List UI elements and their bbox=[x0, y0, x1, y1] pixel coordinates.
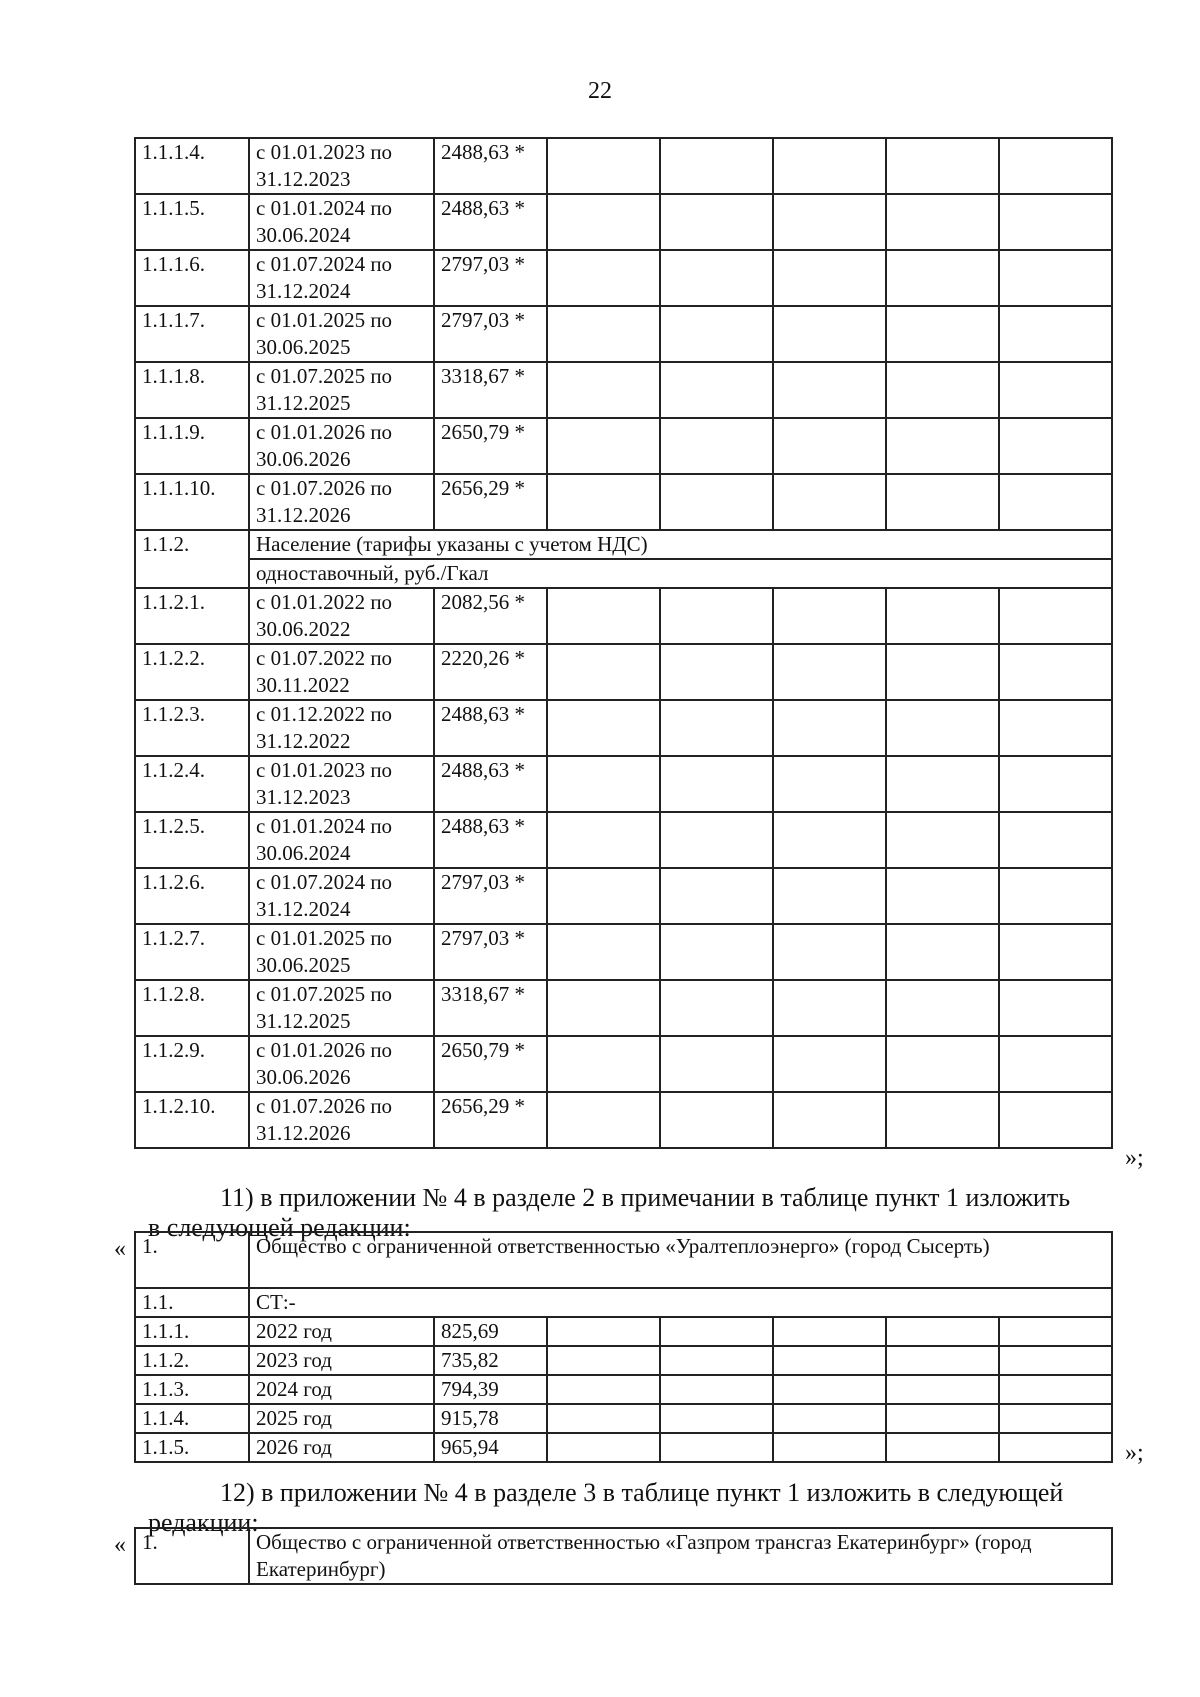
empty-cell bbox=[886, 362, 999, 418]
table-row bbox=[135, 1346, 1112, 1375]
row-number: 1.1.1. bbox=[135, 1317, 249, 1346]
empty-cell bbox=[999, 1092, 1112, 1148]
empty-cell bbox=[886, 700, 999, 756]
tariff-value: 965,94 bbox=[434, 1433, 547, 1462]
table-row bbox=[135, 868, 1112, 924]
empty-cell bbox=[999, 700, 1112, 756]
empty-cell bbox=[660, 1036, 773, 1092]
empty-cell bbox=[547, 1433, 660, 1462]
empty-cell bbox=[660, 756, 773, 812]
empty-cell bbox=[660, 868, 773, 924]
empty-cell bbox=[773, 306, 886, 362]
empty-cell bbox=[660, 1375, 773, 1404]
period-cell: с 01.01.2026 по 30.06.2026 bbox=[249, 418, 434, 474]
empty-cell bbox=[886, 1433, 999, 1462]
table-row bbox=[135, 1404, 1112, 1433]
empty-cell bbox=[886, 1404, 999, 1433]
table-row bbox=[135, 530, 1112, 559]
empty-cell bbox=[999, 980, 1112, 1036]
row-number: 1.1.1.8. bbox=[135, 362, 249, 418]
paragraph-line: в следующей редакции: bbox=[148, 1213, 411, 1242]
empty-cell bbox=[660, 418, 773, 474]
empty-cell bbox=[547, 194, 660, 250]
empty-cell bbox=[886, 588, 999, 644]
table-row bbox=[135, 812, 1112, 868]
empty-cell bbox=[660, 306, 773, 362]
closing-quote: »; bbox=[1125, 1145, 1144, 1171]
empty-cell bbox=[660, 138, 773, 194]
tariff-value: 2220,26 * bbox=[434, 644, 547, 700]
empty-cell bbox=[999, 644, 1112, 700]
empty-cell bbox=[547, 644, 660, 700]
empty-cell bbox=[999, 1346, 1112, 1375]
paragraph-line: редакции: bbox=[148, 1508, 259, 1537]
empty-cell bbox=[660, 588, 773, 644]
table-row bbox=[135, 1288, 1112, 1317]
tariff-value: 3318,67 * bbox=[434, 980, 547, 1036]
empty-cell bbox=[547, 306, 660, 362]
empty-cell bbox=[999, 474, 1112, 530]
period-cell: с 01.07.2025 по 31.12.2025 bbox=[249, 362, 434, 418]
row-number: 1.1. bbox=[135, 1288, 249, 1317]
row-label: СТ:- bbox=[249, 1288, 1112, 1317]
empty-cell bbox=[547, 250, 660, 306]
table-row bbox=[135, 138, 1112, 194]
tariff-value: 2082,56 * bbox=[434, 588, 547, 644]
empty-cell bbox=[773, 250, 886, 306]
empty-cell bbox=[999, 362, 1112, 418]
empty-cell bbox=[886, 474, 999, 530]
empty-cell bbox=[886, 980, 999, 1036]
empty-cell bbox=[886, 756, 999, 812]
organization-table bbox=[134, 1527, 1113, 1585]
empty-cell bbox=[886, 924, 999, 980]
row-number: 1.1.1.5. bbox=[135, 194, 249, 250]
empty-cell bbox=[773, 980, 886, 1036]
table-row bbox=[135, 756, 1112, 812]
period-cell: с 01.07.2024 по 31.12.2024 bbox=[249, 250, 434, 306]
table-row bbox=[135, 700, 1112, 756]
period-cell: с 01.01.2024 по 30.06.2024 bbox=[249, 812, 434, 868]
row-number: 1.1.1.10. bbox=[135, 474, 249, 530]
table-row bbox=[135, 1317, 1112, 1346]
tariff-value: 2488,63 * bbox=[434, 138, 547, 194]
empty-cell bbox=[547, 1404, 660, 1433]
empty-cell bbox=[886, 306, 999, 362]
empty-cell bbox=[547, 138, 660, 194]
organization-name: Общество с ограниченной ответственностью «Уралтеплоэнерго» (город Сысерть) bbox=[249, 1232, 1112, 1288]
paragraph-line: 11) в приложении № 4 в разделе 2 в примечании в таблице пункт 1 изложить bbox=[220, 1183, 1071, 1212]
empty-cell bbox=[999, 924, 1112, 980]
period-cell: с 01.01.2026 по 30.06.2026 bbox=[249, 1036, 434, 1092]
year-cell: 2023 год bbox=[249, 1346, 434, 1375]
year-cell: 2022 год bbox=[249, 1317, 434, 1346]
empty-cell bbox=[547, 362, 660, 418]
empty-cell bbox=[999, 250, 1112, 306]
empty-cell bbox=[660, 980, 773, 1036]
period-cell: с 01.07.2026 по 31.12.2026 bbox=[249, 1092, 434, 1148]
table-row bbox=[135, 1528, 1112, 1584]
closing-quote: »; bbox=[1125, 1440, 1144, 1466]
empty-cell bbox=[547, 1317, 660, 1346]
opening-quote: « bbox=[114, 1532, 126, 1558]
empty-cell bbox=[547, 588, 660, 644]
period-cell: с 01.01.2023 по 31.12.2023 bbox=[249, 138, 434, 194]
tariff-value: 2797,03 * bbox=[434, 250, 547, 306]
table-row bbox=[135, 559, 1112, 588]
row-number: 1. bbox=[135, 1528, 249, 1584]
tariff-value: 915,78 bbox=[434, 1404, 547, 1433]
tariff-value: 794,39 bbox=[434, 1375, 547, 1404]
empty-cell bbox=[660, 474, 773, 530]
row-number: 1.1.2.5. bbox=[135, 812, 249, 868]
section-title: Население (тарифы указаны с учетом НДС) bbox=[249, 530, 1112, 559]
row-number: 1.1.3. bbox=[135, 1375, 249, 1404]
table-row bbox=[135, 644, 1112, 700]
empty-cell bbox=[660, 1317, 773, 1346]
empty-cell bbox=[547, 418, 660, 474]
row-number: 1.1.1.4. bbox=[135, 138, 249, 194]
empty-cell bbox=[773, 362, 886, 418]
empty-cell bbox=[886, 1346, 999, 1375]
empty-cell bbox=[773, 1346, 886, 1375]
period-cell: с 01.01.2025 по 30.06.2025 bbox=[249, 924, 434, 980]
empty-cell bbox=[547, 812, 660, 868]
empty-cell bbox=[773, 1404, 886, 1433]
empty-cell bbox=[999, 1036, 1112, 1092]
empty-cell bbox=[886, 138, 999, 194]
row-number: 1.1.1.6. bbox=[135, 250, 249, 306]
empty-cell bbox=[660, 250, 773, 306]
empty-cell bbox=[660, 1404, 773, 1433]
empty-cell bbox=[886, 194, 999, 250]
period-cell: с 01.07.2022 по 30.11.2022 bbox=[249, 644, 434, 700]
period-cell: с 01.01.2022 по 30.06.2022 bbox=[249, 588, 434, 644]
empty-cell bbox=[773, 924, 886, 980]
tariff-value: 2797,03 * bbox=[434, 306, 547, 362]
empty-cell bbox=[999, 588, 1112, 644]
empty-cell bbox=[660, 700, 773, 756]
tariff-value: 2488,63 * bbox=[434, 194, 547, 250]
empty-cell bbox=[886, 418, 999, 474]
tariff-value: 2797,03 * bbox=[434, 868, 547, 924]
tariff-table bbox=[134, 137, 1113, 1149]
heat-carrier-table bbox=[134, 1231, 1113, 1463]
row-number: 1.1.2. bbox=[135, 530, 249, 588]
empty-cell bbox=[660, 1092, 773, 1148]
empty-cell bbox=[547, 1036, 660, 1092]
table-row bbox=[135, 924, 1112, 980]
empty-cell bbox=[547, 868, 660, 924]
empty-cell bbox=[773, 1317, 886, 1346]
table-row bbox=[135, 1036, 1112, 1092]
table-row bbox=[135, 1232, 1112, 1288]
empty-cell bbox=[999, 1375, 1112, 1404]
period-cell: с 01.01.2023 по 31.12.2023 bbox=[249, 756, 434, 812]
tariff-value: 2488,63 * bbox=[434, 812, 547, 868]
empty-cell bbox=[773, 868, 886, 924]
tariff-value: 2650,79 * bbox=[434, 418, 547, 474]
empty-cell bbox=[660, 644, 773, 700]
empty-cell bbox=[773, 700, 886, 756]
empty-cell bbox=[886, 1092, 999, 1148]
year-cell: 2026 год bbox=[249, 1433, 434, 1462]
row-number: 1.1.2.3. bbox=[135, 700, 249, 756]
section-subtitle: одноставочный, руб./Гкал bbox=[249, 559, 1112, 588]
empty-cell bbox=[773, 588, 886, 644]
row-number: 1.1.2.1. bbox=[135, 588, 249, 644]
empty-cell bbox=[660, 362, 773, 418]
empty-cell bbox=[999, 1404, 1112, 1433]
empty-cell bbox=[547, 1375, 660, 1404]
year-cell: 2025 год bbox=[249, 1404, 434, 1433]
table-row bbox=[135, 588, 1112, 644]
table-row bbox=[135, 1092, 1112, 1148]
table-row bbox=[135, 418, 1112, 474]
table-row bbox=[135, 1375, 1112, 1404]
row-number: 1.1.2.9. bbox=[135, 1036, 249, 1092]
empty-cell bbox=[999, 868, 1112, 924]
tariff-value: 3318,67 * bbox=[434, 362, 547, 418]
empty-cell bbox=[660, 924, 773, 980]
row-number: 1.1.2.4. bbox=[135, 756, 249, 812]
empty-cell bbox=[999, 1433, 1112, 1462]
tariff-value: 825,69 bbox=[434, 1317, 547, 1346]
empty-cell bbox=[886, 812, 999, 868]
empty-cell bbox=[773, 1433, 886, 1462]
table-row bbox=[135, 306, 1112, 362]
row-number: 1.1.2.8. bbox=[135, 980, 249, 1036]
tariff-value: 2650,79 * bbox=[434, 1036, 547, 1092]
empty-cell bbox=[547, 980, 660, 1036]
empty-cell bbox=[773, 644, 886, 700]
empty-cell bbox=[547, 924, 660, 980]
row-number: 1.1.5. bbox=[135, 1433, 249, 1462]
empty-cell bbox=[886, 868, 999, 924]
empty-cell bbox=[660, 194, 773, 250]
table-row bbox=[135, 250, 1112, 306]
tariff-value: 2656,29 * bbox=[434, 1092, 547, 1148]
empty-cell bbox=[547, 700, 660, 756]
table-row bbox=[135, 194, 1112, 250]
period-cell: с 01.01.2025 по 30.06.2025 bbox=[249, 306, 434, 362]
row-number: 1.1.4. bbox=[135, 1404, 249, 1433]
empty-cell bbox=[547, 474, 660, 530]
empty-cell bbox=[773, 418, 886, 474]
empty-cell bbox=[773, 1092, 886, 1148]
period-cell: с 01.07.2024 по 31.12.2024 bbox=[249, 868, 434, 924]
empty-cell bbox=[773, 812, 886, 868]
empty-cell bbox=[547, 1092, 660, 1148]
empty-cell bbox=[660, 1346, 773, 1375]
empty-cell bbox=[773, 1036, 886, 1092]
empty-cell bbox=[886, 644, 999, 700]
empty-cell bbox=[886, 1375, 999, 1404]
table-row bbox=[135, 980, 1112, 1036]
empty-cell bbox=[999, 1317, 1112, 1346]
paragraph-line: 12) в приложении № 4 в разделе 3 в таблице пункт 1 изложить в следующей bbox=[220, 1478, 1064, 1507]
empty-cell bbox=[999, 756, 1112, 812]
tariff-value: 2656,29 * bbox=[434, 474, 547, 530]
period-cell: с 01.01.2024 по 30.06.2024 bbox=[249, 194, 434, 250]
table-row bbox=[135, 474, 1112, 530]
empty-cell bbox=[999, 138, 1112, 194]
empty-cell bbox=[999, 194, 1112, 250]
row-number: 1.1.2.7. bbox=[135, 924, 249, 980]
table-row bbox=[135, 1433, 1112, 1462]
empty-cell bbox=[773, 138, 886, 194]
empty-cell bbox=[660, 812, 773, 868]
empty-cell bbox=[999, 418, 1112, 474]
row-number: 1.1.1.9. bbox=[135, 418, 249, 474]
table-row bbox=[135, 362, 1112, 418]
opening-quote: « bbox=[114, 1236, 126, 1262]
empty-cell bbox=[886, 1317, 999, 1346]
row-number: 1.1.1.7. bbox=[135, 306, 249, 362]
empty-cell bbox=[773, 194, 886, 250]
empty-cell bbox=[773, 474, 886, 530]
empty-cell bbox=[999, 812, 1112, 868]
period-cell: с 01.12.2022 по 31.12.2022 bbox=[249, 700, 434, 756]
empty-cell bbox=[547, 1346, 660, 1375]
period-cell: с 01.07.2026 по 31.12.2026 bbox=[249, 474, 434, 530]
tariff-value: 2797,03 * bbox=[434, 924, 547, 980]
row-number: 1.1.2. bbox=[135, 1346, 249, 1375]
page-number: 22 bbox=[588, 78, 612, 104]
empty-cell bbox=[886, 1036, 999, 1092]
empty-cell bbox=[886, 250, 999, 306]
empty-cell bbox=[773, 1375, 886, 1404]
row-number: 1.1.2.10. bbox=[135, 1092, 249, 1148]
empty-cell bbox=[547, 756, 660, 812]
empty-cell bbox=[773, 756, 886, 812]
row-number: 1. bbox=[135, 1232, 249, 1288]
tariff-value: 2488,63 * bbox=[434, 700, 547, 756]
row-number: 1.1.2.6. bbox=[135, 868, 249, 924]
year-cell: 2024 год bbox=[249, 1375, 434, 1404]
period-cell: с 01.07.2025 по 31.12.2025 bbox=[249, 980, 434, 1036]
tariff-value: 2488,63 * bbox=[434, 756, 547, 812]
empty-cell bbox=[999, 306, 1112, 362]
empty-cell bbox=[660, 1433, 773, 1462]
tariff-value: 735,82 bbox=[434, 1346, 547, 1375]
row-number: 1.1.2.2. bbox=[135, 644, 249, 700]
organization-name: Общество с ограниченной ответственностью «Газпром трансгаз Екатеринбург» (город Екатеринбург) bbox=[249, 1528, 1112, 1584]
